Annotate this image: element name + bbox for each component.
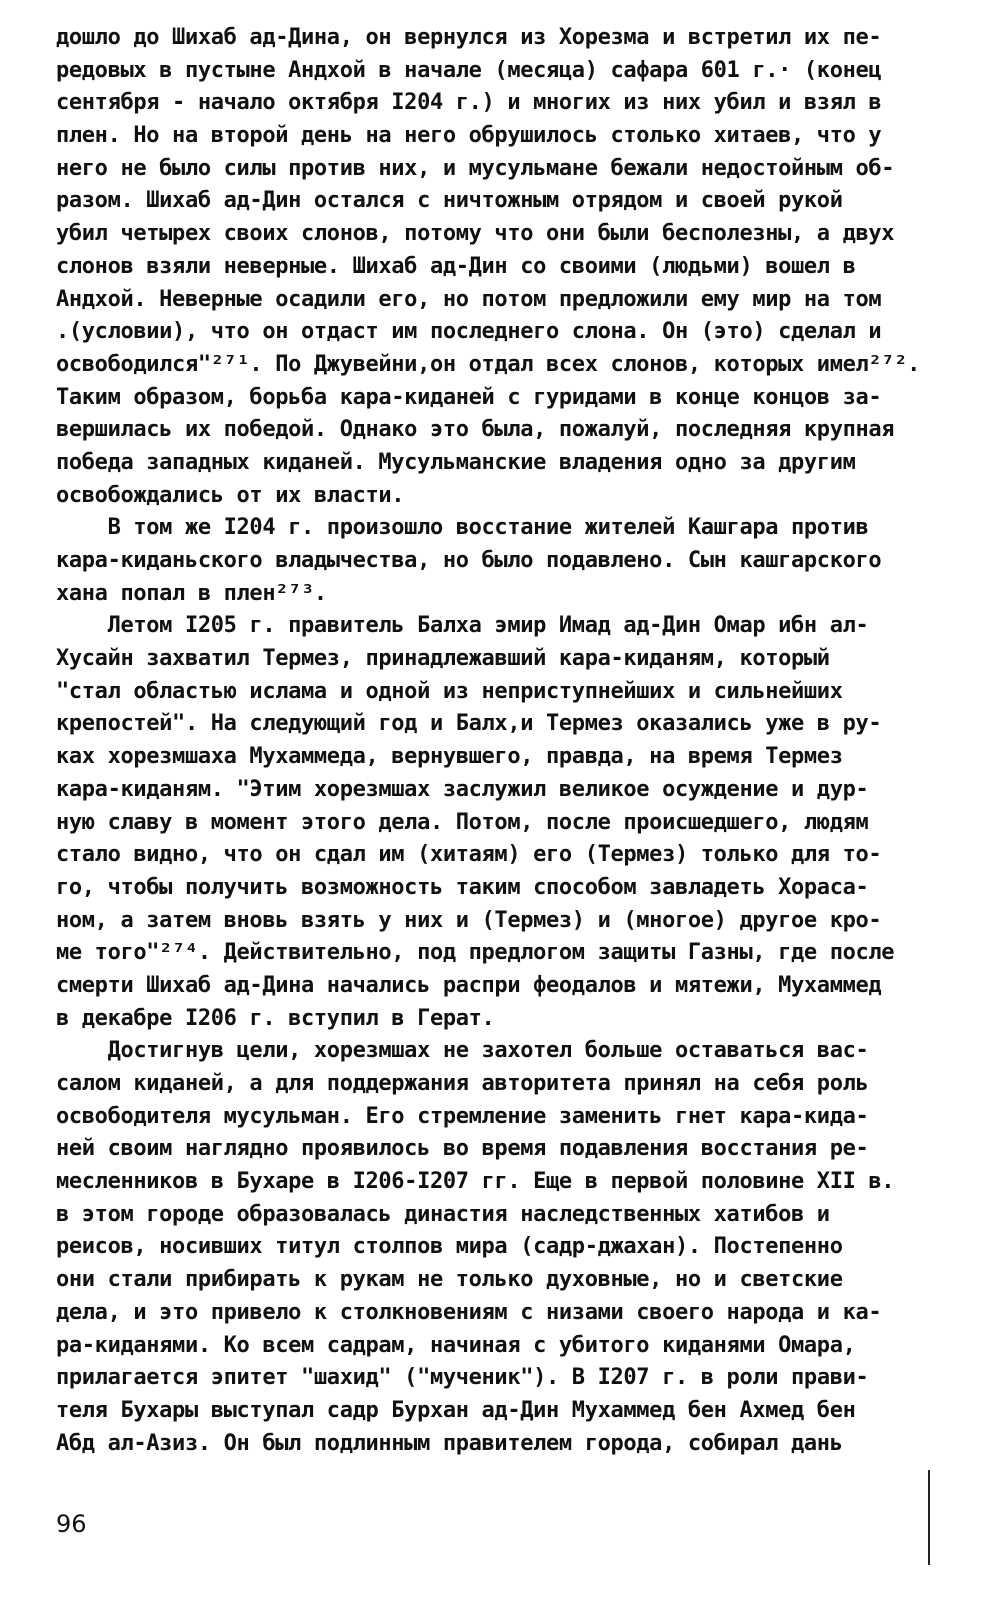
text-line: Таким образом, борьба кара-киданей с гуридами в конце концов за- <box>56 384 882 410</box>
body-text <box>56 22 936 1460</box>
text-line: ра-киданями. Ко всем садрам, начиная с убитого киданями Омара, <box>56 1332 856 1358</box>
text-line: кара-киданьского владычества, но было подавлено. Сын кашгарского <box>56 548 882 573</box>
text-line: слонов взяли неверные. Шихаб ад-Дин со своими (людьми) вошел в <box>56 253 856 279</box>
text-line: прилагается эпитет "шахид" ("мученик"). В I207 г. в роли прави- <box>56 1365 869 1391</box>
text-line: В том же I204 г. произошло восстание жителей Кашгара против <box>56 515 869 541</box>
text-line: сентября - начало октября I204 г.) и многих из них убил и взял в <box>56 90 882 116</box>
margin-line <box>928 1470 930 1565</box>
text-line: .(условии), что он отдаст им последнего слона. Он (это) сделал и <box>56 319 882 345</box>
text-line: него не было силы против них, и мусульмане бежали недостойным об- <box>56 155 895 181</box>
text-line: Андхой. Неверные осадили его, но потом предложили ему мир на том <box>56 286 882 312</box>
text-line: убил четырех своих слонов, потому что они были бесполезны, а двух <box>56 221 895 247</box>
text-line: в декабре I206 г. вступил в Герат. <box>56 1005 495 1031</box>
text-line: освободился"²⁷¹. По Джувейни,он отдал всех слонов, которых имел²⁷². <box>56 351 920 377</box>
text-line: разом. Шихаб ад-Дин остался с ничтожным отрядом и своей рукой <box>56 188 843 214</box>
text-line: в этом городе образовалась династия наследственных хатибов и <box>56 1201 830 1227</box>
text-line: победа западных киданей. Мусульманские владения одно за другим <box>56 449 856 475</box>
text-line: они стали прибирать к рукам не только духовные, но и светские <box>56 1267 843 1293</box>
text-line: вершилась их победой. Однако это была, пожалуй, последняя крупная <box>56 417 895 443</box>
text-line: дошло до Шихаб ад-Дина, он вернулся из Хорезма и встретил их пе- <box>56 25 882 50</box>
text-line: месленников в Бухаре в I206-I207 гг. Еще в первой половине XII в. <box>56 1169 895 1195</box>
text-line: смерти Шихаб ад-Дина начались распри феодалов и мятежи, Мухаммед <box>56 972 882 998</box>
page-number: 96 <box>56 1510 87 1538</box>
text-line: плен. Но на второй день на него обрушилось столько хитаев, что у <box>56 123 882 149</box>
text-line: кара-киданям. "Этим хорезмшах заслужил великое осуждение и дур- <box>56 776 869 802</box>
text-line: Хусайн захватил Термез, принадлежавший кара-киданям, который <box>56 646 830 672</box>
text-line: ках хорезмшаха Мухаммеда, вернувшего, правда, на время Термез <box>56 744 843 770</box>
text-line: реисов, носивших титул столпов мира (садр-джахан). Постепенно <box>56 1234 843 1260</box>
text-line: ную славу в момент этого дела. Потом, после происшедшего, людям <box>56 809 869 835</box>
text-line: "стал областью ислама и одной из неприступнейших и сильнейших <box>56 678 843 704</box>
text-line: ном, а затем вновь взять у них и (Термез) и (многое) другое кро- <box>56 907 882 933</box>
text-line: Достигнув цели, хорезмшах не захотел больше оставаться вас- <box>56 1038 869 1064</box>
text-line: стало видно, что он сдал им (хитаям) его (Термез) только для то- <box>56 842 882 868</box>
text-line: дела, и это привело к столкновениям с низами своего народа и ка- <box>56 1299 882 1325</box>
text-line: го, чтобы получить возможность таким способом завладеть Хораса- <box>56 874 869 900</box>
text-line: теля Бухары выступал садр Бурхан ад-Дин Мухаммед бен Ахмед бен <box>56 1397 856 1423</box>
text-line: ме того"²⁷⁴. Действительно, под предлогом защиты Газны, где после <box>56 940 895 966</box>
text-line: освободителя мусульман. Его стремление заменить гнет кара-кида- <box>56 1103 869 1129</box>
text-line: освобождались от их власти. <box>56 482 405 508</box>
text-line: ней своим наглядно проявилось во время подавления восстания ре- <box>56 1136 869 1162</box>
text-line: хана попал в плен²⁷³. <box>56 580 327 606</box>
text-line: Летом I205 г. правитель Балха эмир Имад ад-Дин Омар ибн ал- <box>56 613 869 639</box>
text-line: Абд ал-Азиз. Он был подлинным правителем города, собирал дань <box>56 1430 843 1456</box>
text-line: редовых в пустыне Андхой в начале (месяца) сафара 601 г.· (конец <box>56 57 882 83</box>
text-line: крепостей". На следующий год и Балх,и Термез оказались уже в ру- <box>56 711 882 737</box>
text-line: салом киданей, а для поддержания авторитета принял на себя роль <box>56 1071 869 1096</box>
